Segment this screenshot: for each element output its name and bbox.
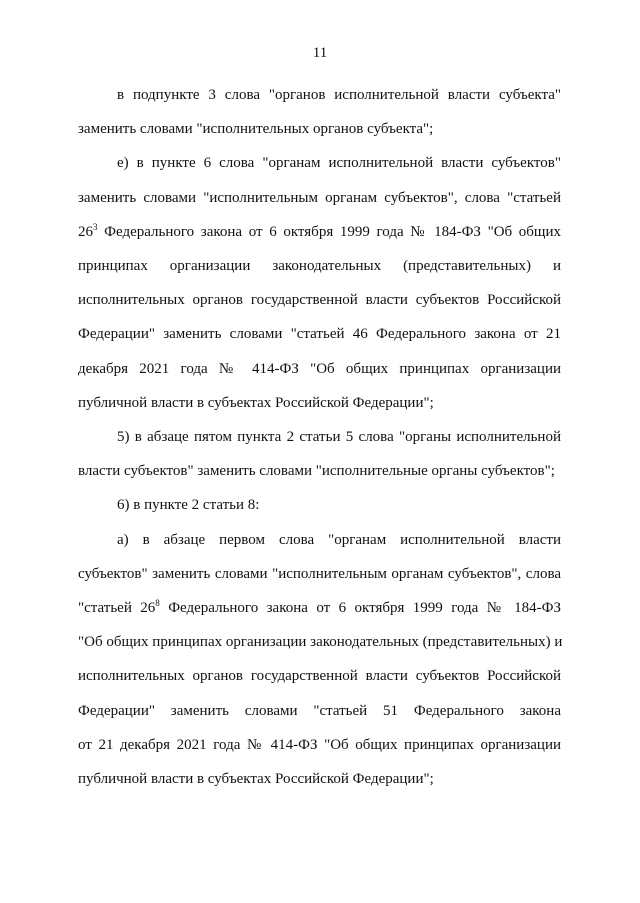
text-line: субъектов" заменить словами "исполнительным органам субъектов", слова — [78, 565, 561, 582]
text-line: декабря 2021 года № 414-ФЗ "Об общих принципах организации — [78, 360, 561, 377]
document-body — [78, 78, 561, 796]
text-line: е) в пункте 6 слова "органам исполнительной власти субъектов" — [117, 155, 561, 172]
text-line: в подпункте 3 слова "органов исполнительной власти субъекта" — [117, 87, 561, 103]
text-line: власти субъектов" заменить словами "исполнительные органы субъектов"; — [78, 463, 555, 480]
paragraph — [78, 78, 561, 146]
text-line: "статьей $26^8$ Федерального закона от 6 октября 1999 года № 184-ФЗ — [78, 598, 561, 617]
text-line: заменить словами "исполнительных органов субъекта"; — [78, 121, 434, 138]
text-line: 5) в абзаце пятом пункта 2 статьи 5 слова "органы исполнительной — [117, 429, 561, 446]
paragraph — [78, 523, 561, 797]
text-line: публичной власти в субъектах Российской Федерации"; — [78, 771, 434, 788]
text-line: исполнительных органов государственной власти субъектов Российской — [78, 292, 561, 309]
text-line: принципах организации законодательных (представительных) и — [78, 258, 561, 275]
text-line: публичной власти в субъектах Российской Федерации"; — [78, 394, 434, 411]
paragraph — [78, 488, 561, 522]
text-line: исполнительных органов государственной власти субъектов Российской — [78, 668, 561, 685]
text-line: $26^3$ Федерального закона от 6 октября 1999 года № 184-ФЗ "Об общих — [78, 221, 561, 240]
text-line: Федерации" заменить словами "статьей 51 Федерального закона — [78, 702, 561, 719]
text-line: заменить словами "исполнительным органам субъектов", слова "статьей — [78, 189, 561, 206]
text-line: а) в абзаце первом слова "органам исполнительной власти — [117, 531, 561, 548]
text-line: Федерации" заменить словами "статьей 46 Федерального закона от 21 — [78, 326, 561, 343]
paragraph — [78, 146, 561, 420]
superscript: 8 — [155, 598, 160, 609]
text-line: "Об общих принципах организации законодательных (представительных) и — [78, 634, 563, 651]
text-line: от 21 декабря 2021 года № 414-ФЗ "Об общих принципах организации — [78, 736, 561, 753]
page-number: 11 — [312, 45, 328, 61]
text-line: 6) в пункте 2 статьи 8: — [117, 497, 260, 514]
paragraph — [78, 420, 561, 488]
superscript: 3 — [93, 221, 98, 232]
